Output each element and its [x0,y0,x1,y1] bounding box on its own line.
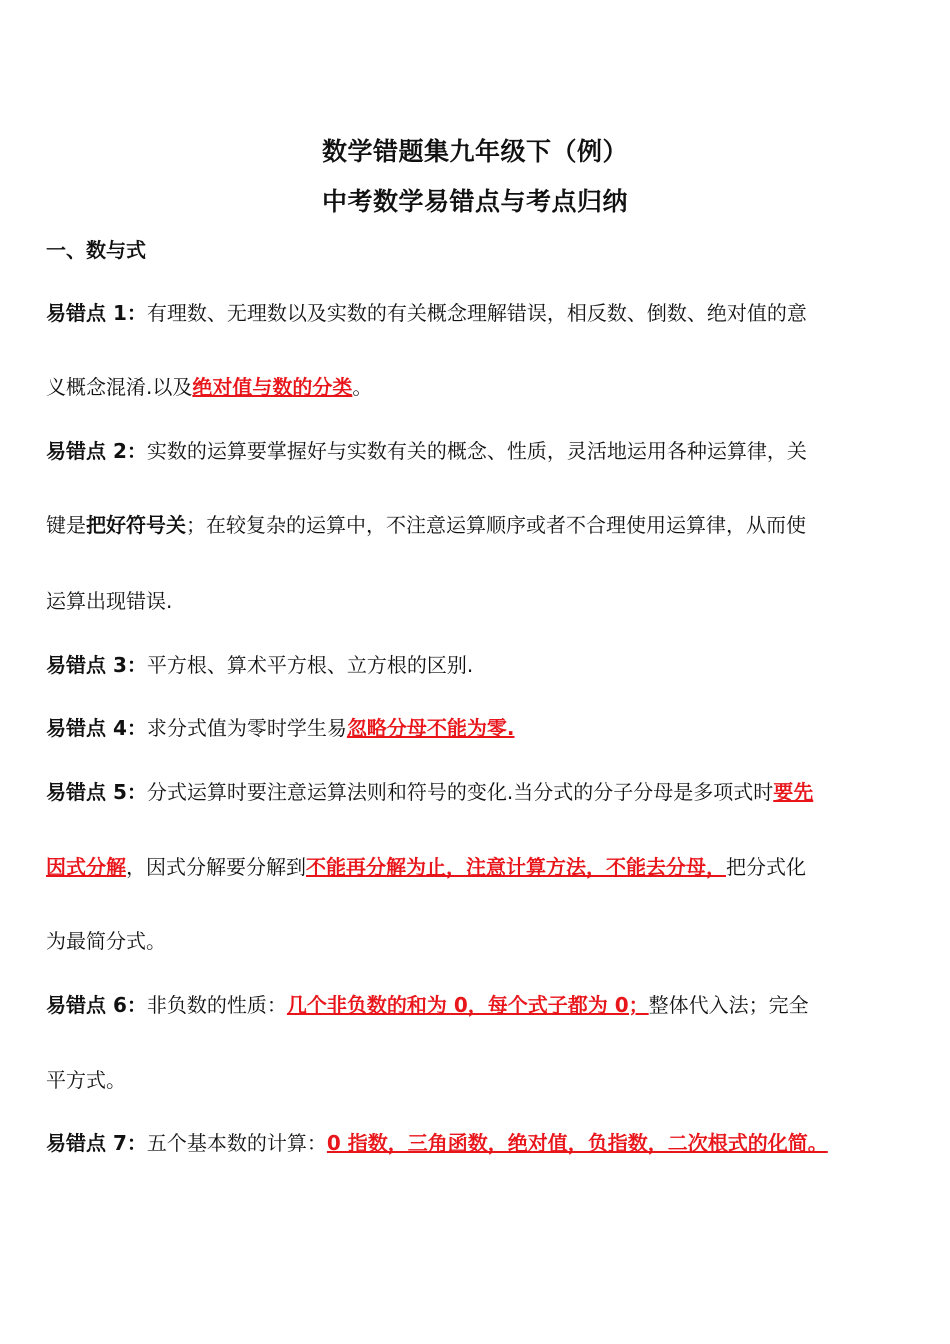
page-title: 数学错题集九年级下（例） [321,137,628,166]
highlight-text: 忽略分母不能为零. [346,716,515,740]
item-text: 分式运算时要注意运算法则和符号的变化.当分式的分子分母是多项式时 [146,780,774,804]
item-text: 平方根、算术平方根、立方根的区别. [146,653,474,677]
item-label: 易错点 6： [46,993,147,1017]
item-text: 整体代入法；完全 [648,993,809,1017]
item-text: 为最简分式。 [46,929,166,953]
item-label: 易错点 2： [46,439,147,463]
item-text: 实数的运算要掌握好与实数有关的概念、性质，灵活地运用各种运算律，关 [146,439,807,463]
section-heading: 一、数与式 [46,238,146,262]
item-label: 易错点 7： [46,1131,147,1155]
item-5-line-3 [46,926,916,956]
item-text: 求分式值为零时学生易 [146,716,347,740]
item-2-line-2 [46,510,916,540]
item-5-line-1 [46,777,916,807]
item-text: 有理数、无理数以及实数的有关概念理解错误，相反数、倒数、绝对值的意 [146,301,807,325]
item-text: 把分式化 [726,855,806,879]
item-text: 平方式。 [46,1068,126,1092]
item-text: 。 [352,375,373,399]
highlight-text: 因式分解 [46,855,126,879]
item-label: 易错点 4： [46,716,147,740]
item-6-line-1 [46,990,916,1020]
item-text: 非负数的性质： [146,993,287,1017]
item-text: ，因式分解要分解到 [126,855,306,879]
bold-text: 把好符号关 [86,513,186,537]
item-2-line-1 [46,436,916,466]
item-text: 五个基本数的计算： [146,1131,327,1155]
highlight-text: 几个非负数的和为 0，每个式子都为 0； [286,993,649,1017]
item-label: 易错点 1： [46,301,147,325]
item-2-line-3 [46,586,916,616]
item-1-line-2 [46,372,916,402]
item-6-line-2 [46,1065,916,1095]
highlight-text: 绝对值与数的分类 [192,375,353,399]
item-label: 易错点 3： [46,653,147,677]
page-subtitle: 中考数学易错点与考点归纳 [321,187,628,216]
item-text: 键是 [46,513,86,537]
item-label: 易错点 5： [46,780,147,804]
item-4-line-1 [46,713,916,743]
item-7-line-1 [46,1128,916,1158]
highlight-text: 0 指数，三角函数，绝对值，负指数，二次根式的化简。 [326,1131,828,1155]
item-1-line-1 [46,298,916,328]
item-text: ；在较复杂的运算中，不注意运算顺序或者不合理使用运算律，从而使 [186,513,806,537]
item-3-line-1 [46,650,916,680]
item-5-line-2 [46,852,916,882]
highlight-text: 要先 [773,780,814,804]
item-text: 义概念混淆.以及 [46,375,193,399]
highlight-text: 不能再分解为止，注意计算方法，不能去分母， [306,855,726,879]
item-text: 运算出现错误. [46,589,173,613]
